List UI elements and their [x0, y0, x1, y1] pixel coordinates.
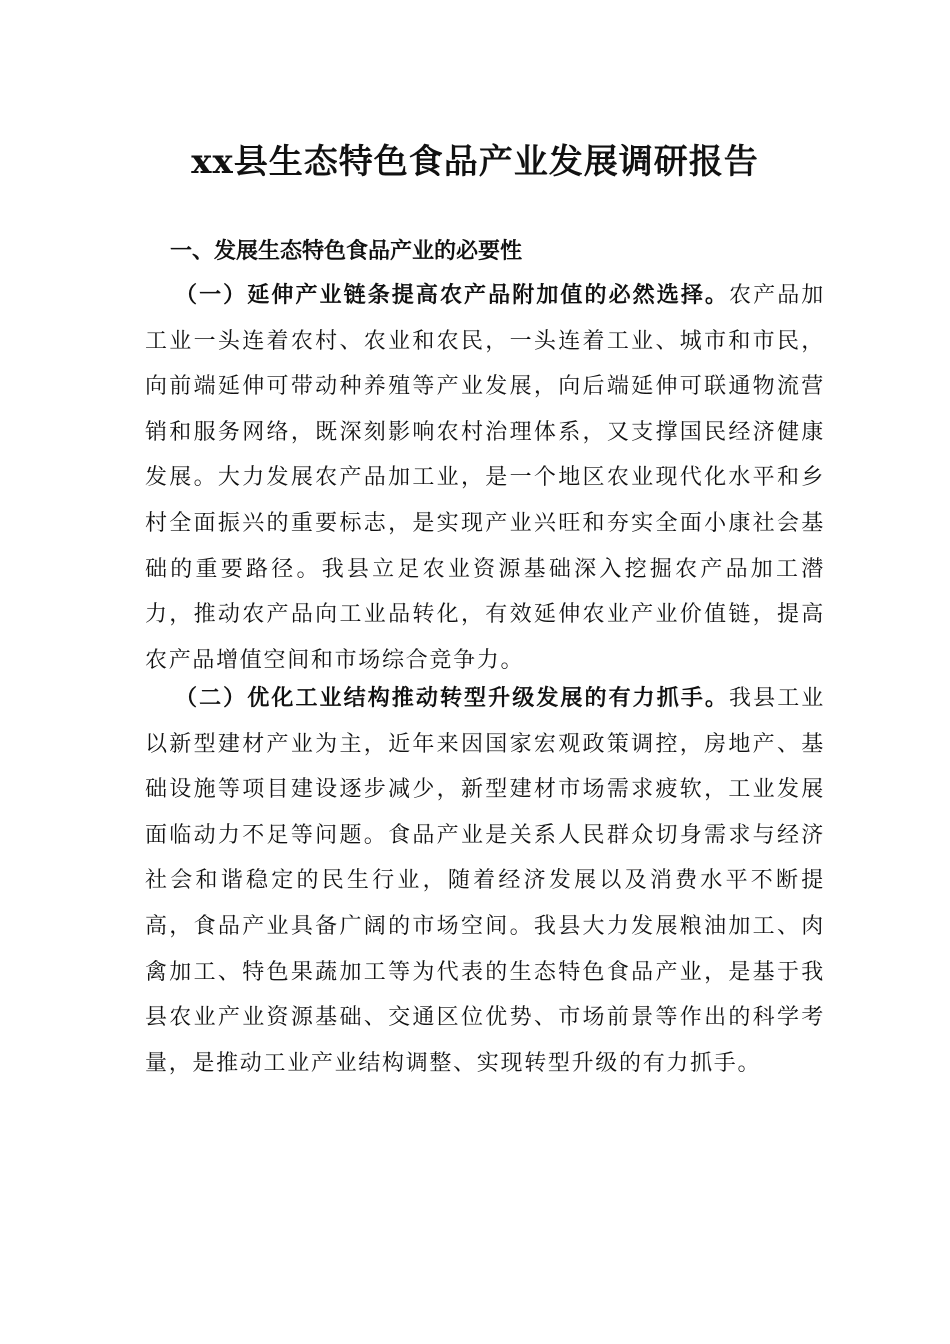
paragraph-2 — [145, 676, 825, 1086]
paragraph-2-lead: （二）优化工业结构推动转型升级发展的有力抓手。 — [175, 685, 730, 711]
paragraph-2-body: 我县工业以新型建材产业为主，近年来因国家宏观政策调控，房地产、基础设施等项目建设逐步减少，新型建材市场需求疲软，工业发展面临动力不足等问题。食品产业是关系人民群众切身需求与经济社会和谐稳定的民生行业，随着经济发展以及消费水平不断提高，食品产业具备广阔的市场空间。我县大力发展粮油加工、肉禽加工、特色果蔬加工等为代表的生态特色食品产业，是基于我县农业产业资源基础、交通区位优势、市场前景等作出的科学考量，是推动工业产业结构调整、实现转型升级的有力抓手。 — [145, 686, 825, 1076]
document-title: xx县生态特色食品产业发展调研报告 — [191, 142, 759, 182]
paragraph-1 — [145, 273, 825, 683]
paragraph-1-body: 农产品加工业一头连着农村、农业和农民，一头连着工业、城市和市民，向前端延伸可带动种养殖等产业发展，向后端延伸可联通物流营销和服务网络，既深刻影响农村治理体系，又支撑国民经济健康发展。大力发展农产品加工业，是一个地区农业现代化水平和乡村全面振兴的重要标志，是实现产业兴旺和夯实全面小康社会基础的重要路径。我县立足农业资源基础深入挖掘农产品加工潜力，推动农产品向工业品转化，有效延伸农业产业价值链，提高农产品增值空间和市场综合竞争力。 — [145, 283, 825, 673]
paragraph-1-lead: （一）延伸产业链条提高农产品附加值的必然选择。 — [175, 282, 730, 308]
section-heading: 一、发展生态特色食品产业的必要性 — [170, 239, 523, 264]
